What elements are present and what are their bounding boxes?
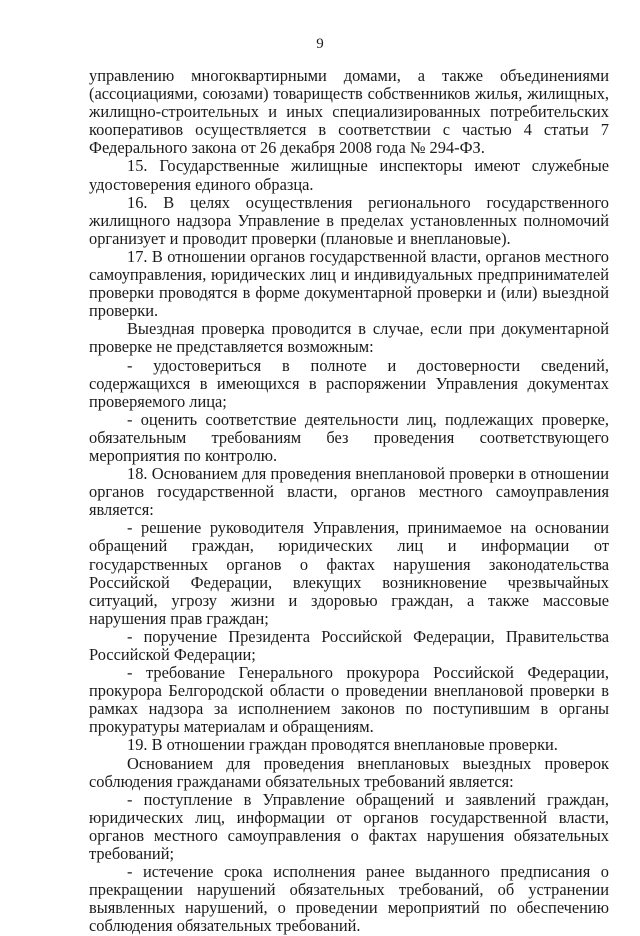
list-item: - решение руководителя Управления, принимаемое на основании обращений граждан, юридических лиц и информации от государственных органов о фактах нарушения законодательства Российской Федерации, влекущих возникновение чрезвычайных ситуаций, угрозу жизни и здоровью граждан, а также массовые нарушения прав граждан; xyxy=(89,518,609,628)
paragraph-16: 16. В целях осуществления регионального государственного жилищного надзора Управление в пределах установленных полномочий организует и проводит проверки (плановые и внеплановые). xyxy=(89,192,609,248)
document-body xyxy=(89,67,609,936)
paragraph-14-continuation: управлению многоквартирными домами, а также объединениями (ассоциациями, союзами) товариществ собственников жилья, жилищных, жилищно-строительных и иных специализированных потребительских кооперативов осуществляется в соответствии с частью 4 статьи 7 Федерального закона от 26 декабря 2008 года № 294-ФЗ. xyxy=(89,66,609,158)
list-item: - требование Генерального прокурора Российской Федерации, прокурора Белгородской области о проведении внеплановой проверки в рамках надзора за исполнением законов по поступившим в органы прокуратуры материалам и обращениям. xyxy=(89,663,609,737)
paragraph-17-onsite-inspection: Выездная проверка проводится в случае, если при документарной проверке не представляется возможным: xyxy=(89,319,609,357)
paragraph-17: 17. В отношении органов государственной власти, органов местного самоуправления, юридических лиц и индивидуальных предпринимателей проверки проводятся в форме документарной проверки и (или) выездной проверки. xyxy=(89,246,609,321)
paragraph-19-grounds: Основанием для проведения внеплановых выездных проверок соблюдения гражданами обязательных требований является: xyxy=(89,753,609,791)
paragraph-15: 15. Государственные жилищные инспекторы имеют служебные удостоверения единого образца. xyxy=(89,156,609,194)
list-item: - поручение Президента Российской Федерации, Правительства Российской Федерации; xyxy=(89,626,609,664)
list-item: - поступление в Управление обращений и заявлений граждан, юридических лиц, информации от органов государственной власти, органов местного самоуправления о фактах нарушения обязательных требований; xyxy=(89,789,609,864)
paragraph-19: 19. В отношении граждан проводятся внеплановые проверки. xyxy=(127,735,558,755)
page-number: 9 xyxy=(316,36,324,52)
paragraph-18: 18. Основанием для проведения внеплановой проверки в отношении органов государственной власти, органов местного самоуправления является: xyxy=(89,464,609,520)
list-item: - оценить соответствие деятельности лиц, подлежащих проверке, обязательным требованиям без проведения соответствующего мероприятия по контролю. xyxy=(89,409,609,465)
list-item: - удостовериться в полноте и достоверности сведений, содержащихся в имеющихся в распоряжении Управления документах проверяемого лица; xyxy=(89,355,609,411)
list-item: - истечение срока исполнения ранее выданного предписания о прекращении нарушений обязательных требований, об устранении выявленных нарушений, о проведении мероприятий по обеспечению соблюдения обязательных требований. xyxy=(89,862,609,936)
